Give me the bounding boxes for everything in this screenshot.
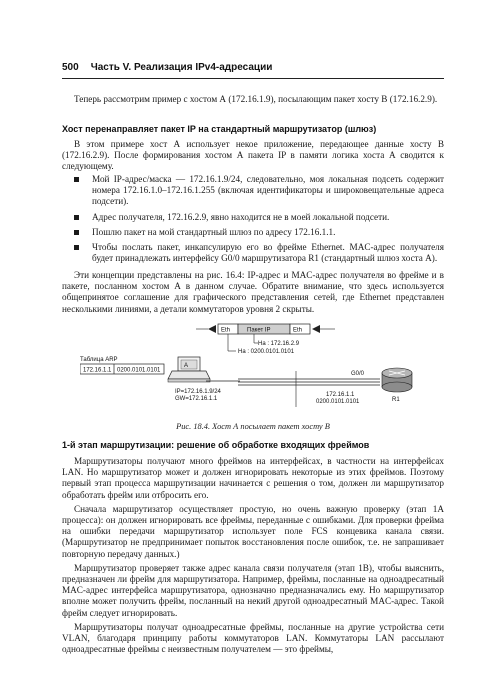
bullet-square-icon <box>74 230 79 235</box>
section-heading-stage1: 1-й этап маршрутизации: решение об обработке входящих фреймов <box>62 440 370 450</box>
router-r1-icon <box>382 368 412 392</box>
arp-table-title: Таблица ARP <box>80 357 118 363</box>
page-number: 500 <box>62 62 79 73</box>
section2-paragraph: Маршрутизаторы получают много фреймов на интерфейсах, в частности на интерфейсах LAN. Но маршрутизатор может и должен игнорировать некоторые из этих фреймов. Поэтому первый этап процесса маршрутизации начинается с решения о том, должен ли маршрутизатор обработать фрейм или отбросить его. <box>62 456 444 500</box>
bullet-item: Мой IP-адрес/маска — 172.16.1.9/24, следовательно, моя локальная подсеть содержит номера 172.16.1.0–172.16.1.255 (включая идентификаторы и широковещательные адреса подсети). <box>62 174 444 208</box>
section2-paragraph: Маршрутизатор проверяет также адрес канала связи получателя (этап 1В), чтобы выяснить, предназначен ли фрейм для маршрутизатора. Например, фреймы, посланные на одноадресатный MAC-адрес интерфейса маршрутизатора, однозначно предназначались ему. Но маршрутизатор вполне может получить фрейм, посланный на некий другой одноадресатный MAC-адрес. Такой фрейм следует игнорировать. <box>62 562 444 618</box>
frame-arrow-icon <box>208 325 216 333</box>
host-a-computer-icon <box>168 357 210 382</box>
bullet-square-icon <box>74 215 79 220</box>
section2-paragraph: Сначала маршрутизатор осуществляет простую, но очень важную проверку (этап 1А процесса): он должен игнорировать все фреймы, переданные с ошибками. Для проверки фрейма на ошибки передачи маршрутизатор использует поле FCS концевика канала связи. (Маршрутизатор не предпринимает попыток восстановления после ошибок, т.е. не запрашивает повторную передачу данных.) <box>62 503 444 559</box>
bullet-item: Пошлю пакет на мой стандартный шлюз по адресу 172.16.1.1. <box>62 227 444 238</box>
intro-paragraph: Теперь рассмотрим пример с хостом А (172.16.1.9), посылающим пакет хосту В (172.16.2.9). <box>74 94 438 104</box>
logic-bullet-list <box>62 174 444 268</box>
bullet-item: Адрес получателя, 172.16.2.9, явно находится не в моей локальной подсети. <box>62 212 444 223</box>
arp-mac: 0200.0101.0101 <box>117 367 161 374</box>
section-heading-gateway: Хост перенаправляет пакет IP на стандартный маршрутизатор (шлюз) <box>62 124 377 134</box>
arp-ip: 172.16.1.1 <box>83 367 112 374</box>
frame-eth-left: Eth <box>221 327 231 334</box>
bullet-square-icon <box>74 177 79 182</box>
packet-dest-ip: Ha : 172.16.2.9 <box>258 341 300 347</box>
frame-eth-right: Eth <box>293 327 303 334</box>
router-label: R1 <box>392 397 400 403</box>
network-figure <box>80 321 425 417</box>
section2-paragraph: Маршрутизаторы получат одноадресатные фреймы, посланные на другие устройства сети VLAN, благодаря принципу работы коммутаторов LAN. Коммутаторы LAN рассылают одноадресатные фреймы с неизвестным получателем — это фреймы, <box>62 621 444 655</box>
bullet-item: Чтобы послать пакет, инкапсулирую его во фрейме Ethernet. MAC-адрес получателя будет принадлежать интерфейсу G0/0 маршрутизатора R1 (стандартный шлюз хоста А). <box>62 242 444 264</box>
section1-paragraph: В этом примере хост А использует некое приложение, передающее данные хосту В (172.16.2.9). После формирования хостом А пакета IP в памяти логика хоста А сводится к следующему. <box>62 139 444 172</box>
router-ip: 172.16.1.1 <box>326 392 355 398</box>
running-header <box>62 62 442 73</box>
header-rule <box>62 78 444 79</box>
router-interface-label: G0/0 <box>351 371 365 377</box>
frame-ip-packet: Пакет IP <box>247 327 271 334</box>
bullet-square-icon <box>74 245 79 250</box>
arp-table <box>80 357 164 374</box>
frame-dest-mac: Ha : 0200.0101.0101 <box>238 349 295 355</box>
section2-body <box>62 456 444 655</box>
chapter-title: Часть V. Реализация IPv4-адресации <box>90 62 273 73</box>
host-label: A <box>184 363 189 369</box>
host-gateway: GW=172.16.1.1 <box>175 396 218 402</box>
host-ip: IP=172.16.1.9/24 <box>175 389 221 395</box>
frame-diagram <box>196 324 335 355</box>
router-mac: 0200.0101.0101 <box>316 399 360 405</box>
figure-caption: Рис. 18.4. Хост А посылает пакет хосту В <box>176 422 330 431</box>
section1-paragraph-2: Эти концепции представлены на рис. 16.4: IP-адрес и MAC-адрес получателя во фрейме и в пакете, посланном хостом А в данном случае. Обратите внимание, что здесь используется общепринятое соглашение для графического представления сетей, где Ethernet представлен несколькими линиями, а детали коммутаторов уровня 2 скрыты. <box>62 270 444 314</box>
